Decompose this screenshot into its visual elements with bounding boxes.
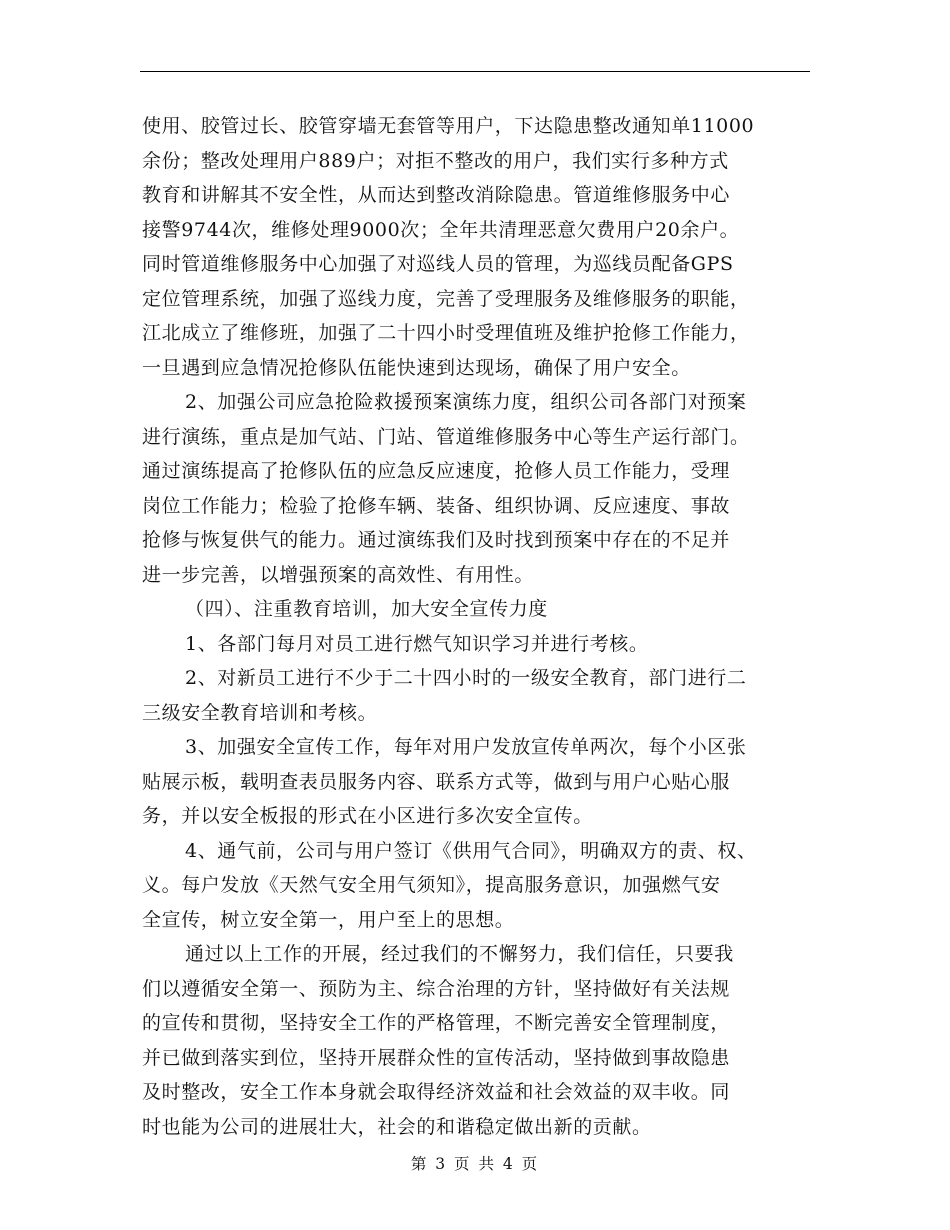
text-line: 使用、胶管过长、胶管穿墙无套管等用户，下达隐患整改通知单11000 — [142, 115, 755, 137]
text-line: 进行演练，重点是加气站、门站、管道维修服务中心等生产运行部门。 — [142, 425, 750, 448]
text-line: 同时管道维修服务中心加强了对巡线人员的管理，为巡线员配备GPS — [142, 253, 734, 275]
text-line: 教育和讲解其不安全性，从而达到整改消除隐患。管道维修服务中心 — [142, 184, 731, 206]
text-line: 通过演练提高了抢修队伍的应急反应速度，抢修人员工作能力，受理 — [142, 460, 731, 482]
text-line: 全宣传，树立安全第一，用户至上的思想。 — [142, 908, 515, 931]
text-line: 岗位工作能力；检验了抢修车辆、装备、组织协调、反应速度、事故 — [142, 494, 731, 517]
paragraph-start-line: 通过以上工作的开展，经过我们的不懈努力，我们信任，只要我 — [185, 943, 734, 965]
text-line: 义。每户发放《天然气安全用气须知》，提高服务意识，加强燃气安 — [142, 874, 721, 896]
paragraph-start-line: 2、对新员工进行不少于二十四小时的一级安全教育，部门进行二 — [185, 667, 747, 689]
paragraph-start-line: 4、通气前，公司与用户签订《供用气合同》，明确双方的责、权、 — [185, 839, 757, 862]
text-line: 并已做到落实到位，坚持开展群众性的宣传活动，坚持做到事故隐患 — [142, 1046, 731, 1069]
text-line: 三级安全教育培训和考核。 — [142, 701, 378, 724]
text-line: 接警9744次，维修处理9000次；全年共清理恶意欠费用户20余户。 — [142, 218, 740, 241]
text-line: 进一步完善，以增强预案的高效性、有用性。 — [142, 563, 535, 586]
text-line: 一旦遇到应急情况抢修队伍能快速到达现场，确保了用户安全。 — [142, 356, 691, 379]
text-line: 江北成立了维修班，加强了二十四小时受理值班及维护抢修工作能力， — [142, 322, 750, 344]
text-line: 及时整改，安全工作本身就会取得经济效益和社会效益的双丰收。同 — [142, 1081, 731, 1103]
paragraph-start-line: 1、各部门每月对员工进行燃气知识学习并进行考核。 — [185, 632, 649, 655]
section-heading: （四）、注重教育培训，加大安全宣传力度 — [185, 598, 548, 620]
paragraph-start-line: 3、加强安全宣传工作，每年对用户发放宣传单两次，每个小区张 — [185, 736, 747, 758]
body-text — [142, 109, 822, 1144]
text-line: 时也能为公司的进展壮大，社会的和谐稳定做出新的贡献。 — [142, 1115, 652, 1138]
page-number-footer: 第 3 页 共 4 页 — [410, 1155, 540, 1173]
text-line: 贴展示板，载明查表员服务内容、联系方式等，做到与用户心贴心服 — [142, 770, 731, 793]
text-line: 抢修与恢复供气的能力。通过演练我们及时找到预案中存在的不足并 — [142, 529, 731, 551]
text-line: 们以遵循安全第一、预防为主、综合治理的方针，坚持做好有关法规 — [142, 977, 731, 1000]
header-rule — [140, 71, 810, 72]
text-line: 的宣传和贯彻，坚持安全工作的严格管理，不断完善安全管理制度， — [142, 1012, 731, 1034]
text-line: 务，并以安全板报的形式在小区进行多次安全宣传。 — [142, 805, 593, 827]
text-line: 定位管理系统，加强了巡线力度，完善了受理服务及维修服务的职能， — [142, 287, 750, 310]
text-line: 余份；整改处理用户889户；对拒不整改的用户，我们实行多种方式 — [142, 149, 729, 172]
paragraph-start-line: 2、加强公司应急抢险救援预案演练力度，组织公司各部门对预案 — [185, 391, 747, 413]
